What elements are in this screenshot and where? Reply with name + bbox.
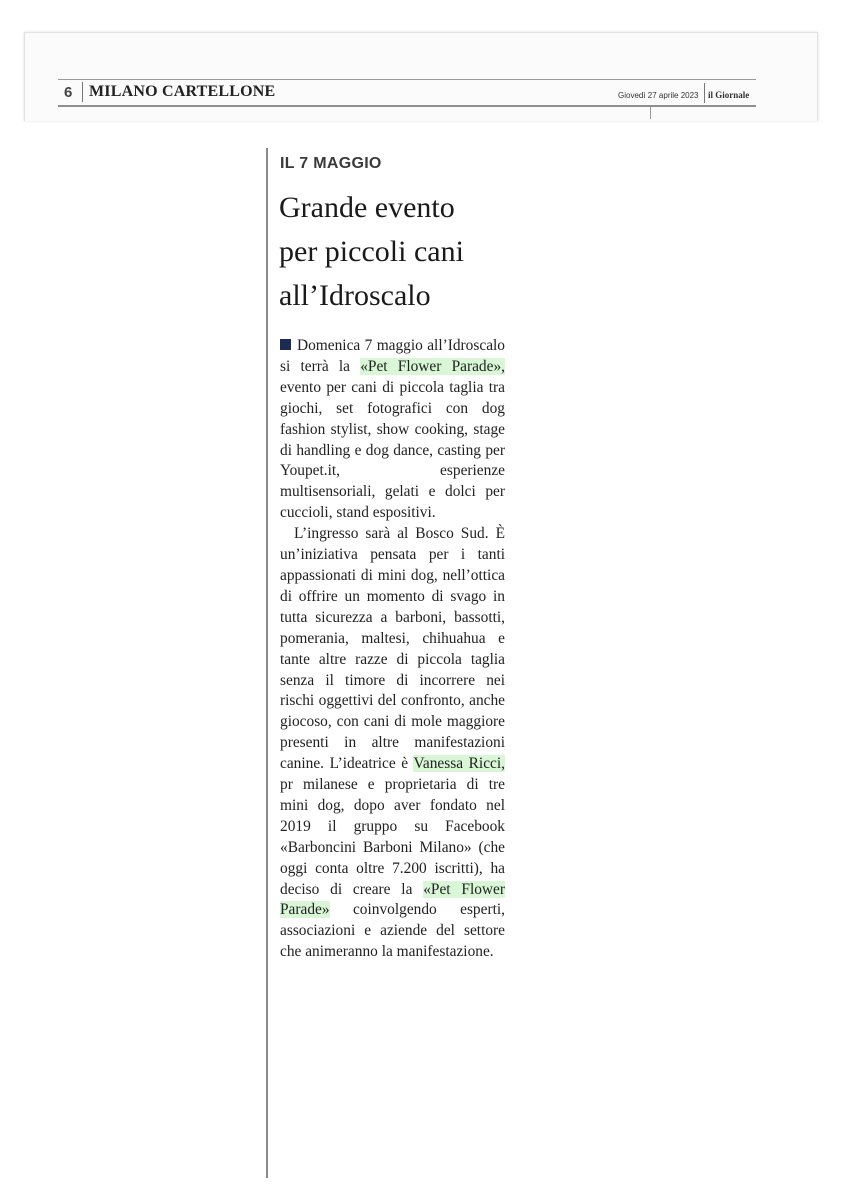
- p2-text-b: pr milanese e proprietaria di tre mini dog, dopo aver fondato nel 2019 il gruppo su Facebook «Barboncini Barboni Milano» (che oggi conta oltre 7.200 iscritti), ha deciso di creare la: [280, 776, 505, 898]
- article-kicker: IL 7 MAGGIO: [280, 155, 382, 172]
- publication-name: il Giornale: [708, 90, 750, 100]
- article-body: [280, 336, 505, 963]
- page-number: 6: [64, 84, 73, 101]
- highlight-event-name-2: «Pet Flower Parade»: [280, 880, 505, 919]
- column-tick: [650, 107, 651, 119]
- p1-text-b: evento per cani di piccola taglia tra giochi, set fotografici con dog fashion stylist, show cooking, stage di handling e dog dance, casting per Youpet.it, esperienze multisensoriali, gelati e dolci per cuccioli, stand espositivi.: [280, 378, 505, 522]
- p2-text-a: L’ingresso sarà al Bosco Sud. È un’iniziativa pensata per i tanti appassionati di mini dog, nell’ottica di offrire un momento di svago in tutta sicurezza a barboni, bassotti, pomerania, maltesi, chihuahua e tante altre razze di piccola taglia senza il timore di incorrere nei rischi oggettivi del confronto, anche giocoso, con cani di mole maggiore presenti in altre manifestazioni canine. L’ideatrice è: [280, 525, 505, 773]
- article-paragraph-2: [280, 524, 505, 963]
- highlight-event-name: «Pet Flower Parade»,: [360, 357, 506, 375]
- header-top-rule: [58, 79, 756, 80]
- page-header-strip: [24, 32, 818, 121]
- header-bottom-rule: [58, 105, 756, 107]
- highlight-organizer-name: Vanessa Ricci,: [413, 755, 505, 773]
- headline-line-2: per piccoli cani: [279, 235, 464, 268]
- issue-date: Giovedì 27 aprile 2023: [618, 91, 699, 100]
- publication-divider: [704, 83, 705, 103]
- bullet-square-icon: [280, 339, 291, 350]
- article-paragraph-1: [280, 336, 505, 524]
- section-title: MILANO CARTELLONE: [89, 83, 276, 100]
- page-number-divider: [82, 82, 83, 102]
- column-rule: [266, 148, 268, 1178]
- p2-text-c: coinvolgendo esperti, associazioni e aziende del settore che animeranno la manifestazione.: [280, 901, 505, 961]
- article-headline: [279, 186, 519, 318]
- headline-line-3: all’Idroscalo: [279, 279, 431, 312]
- headline-line-1: Grande evento: [279, 191, 455, 224]
- p1-text-a: Domenica 7 maggio all’Idroscalo si terrà la: [280, 337, 505, 375]
